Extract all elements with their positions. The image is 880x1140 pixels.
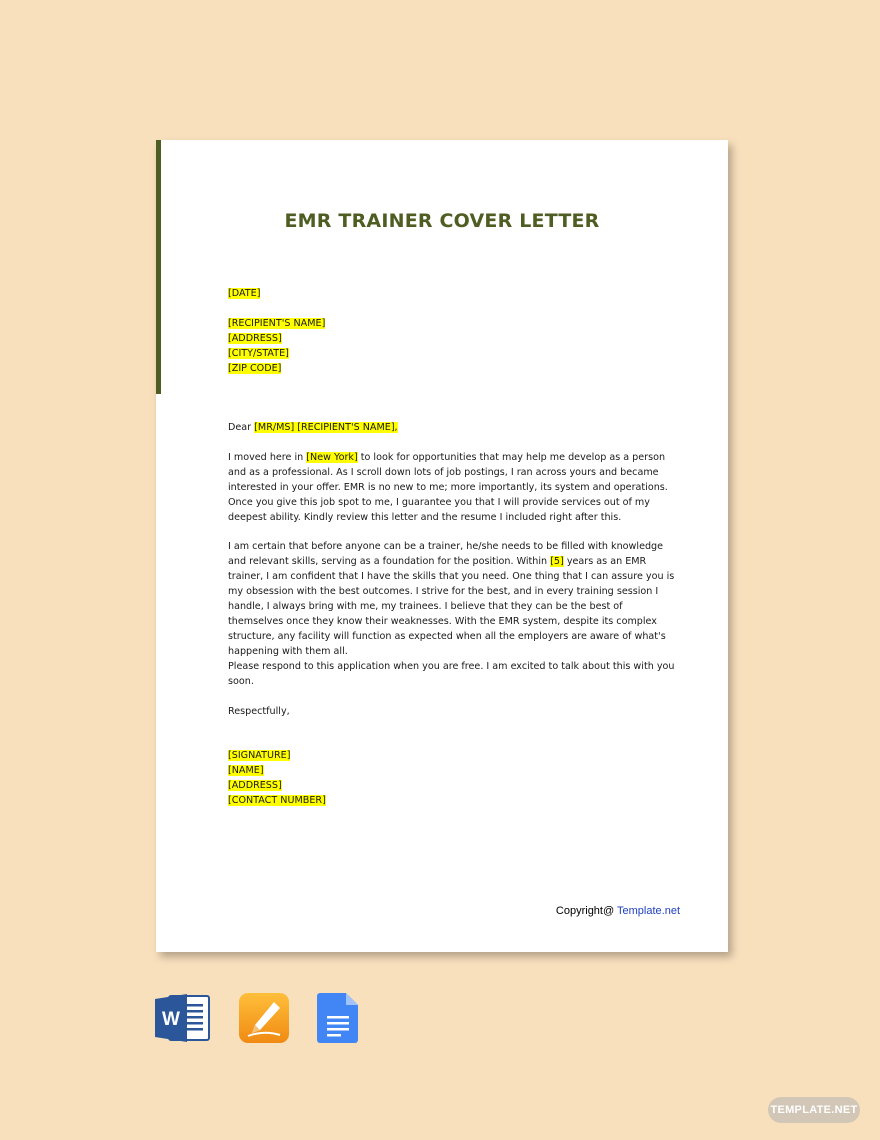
copyright-notice bbox=[556, 905, 680, 917]
paragraph-3 bbox=[228, 659, 680, 689]
word-icon[interactable] bbox=[155, 992, 211, 1044]
template-net-badge[interactable]: TEMPLATE.NET bbox=[768, 1097, 860, 1123]
city-placeholder: [New York] bbox=[306, 452, 358, 463]
salutation-prefix: Dear bbox=[228, 422, 255, 433]
recipient-name: [RECIPIENT'S NAME] bbox=[228, 318, 326, 329]
svg-text:W: W bbox=[162, 1009, 180, 1030]
accent-bar bbox=[156, 140, 161, 394]
recipient-zip: [ZIP CODE] bbox=[228, 363, 282, 374]
paragraph-1-end: to look for opportunities that may help me develop as a person and as a professional. As I scroll down lots of job postings, I ran across yours and became interested in your offer. EMR is no new to me; more importantly, its system and operations. Once you give this job spot to me, I guarantee you that I will provide services out of my deepest ability. Kindly review this letter and the resume I included right after this. bbox=[228, 452, 668, 523]
recipient-address: [ADDRESS] bbox=[228, 333, 282, 344]
paragraph-1-start: I moved here in bbox=[228, 452, 307, 463]
paragraph-1 bbox=[228, 450, 680, 525]
recipient-city-state: [CITY/STATE] bbox=[228, 348, 289, 359]
closing: Respectfully, bbox=[228, 706, 290, 717]
google-docs-icon[interactable] bbox=[317, 992, 359, 1044]
pages-icon[interactable] bbox=[238, 992, 290, 1044]
sender-signature: [SIGNATURE] bbox=[228, 750, 291, 761]
paragraph-3-text: Please respond to this application when you are free. I am excited to talk about this with you soon. bbox=[228, 661, 675, 687]
salutation bbox=[228, 420, 680, 435]
paragraph-2-end: years as an EMR trainer, I am confident that I have the skills that you need. One thing that I can assure you is my obsession with the best outcomes. I strive for the best, and in every training session I handle, I always bring with me, my trainees. I believe that they can be the best of themselves once they know their weaknesses. With the EMR system, despite its complex structure, any facility will function as expected when all the employers are aware of what's happening with them all. bbox=[228, 556, 675, 657]
copyright-link[interactable]: Template.net bbox=[617, 905, 680, 917]
date-block bbox=[228, 286, 680, 301]
sender-block bbox=[228, 748, 680, 808]
years-placeholder: [5] bbox=[550, 556, 564, 567]
recipient-block bbox=[228, 316, 680, 376]
paragraph-2 bbox=[228, 539, 680, 659]
sender-address: [ADDRESS] bbox=[228, 780, 282, 791]
sender-name: [NAME] bbox=[228, 765, 264, 776]
sender-contact: [CONTACT NUMBER] bbox=[228, 795, 326, 806]
salutation-name: [MR/MS] [RECIPIENT'S NAME], bbox=[254, 422, 398, 433]
paragraph-2-start: I am certain that before anyone can be a trainer, he/she needs to be filled with knowledge and relevant skills, serving as a foundation for the position. Within bbox=[228, 541, 664, 567]
copyright-prefix: Copyright@ bbox=[555, 905, 618, 917]
date-placeholder: [DATE] bbox=[228, 288, 261, 299]
document-page bbox=[156, 140, 728, 952]
document-title: EMR TRAINER COVER LETTER bbox=[284, 210, 600, 232]
